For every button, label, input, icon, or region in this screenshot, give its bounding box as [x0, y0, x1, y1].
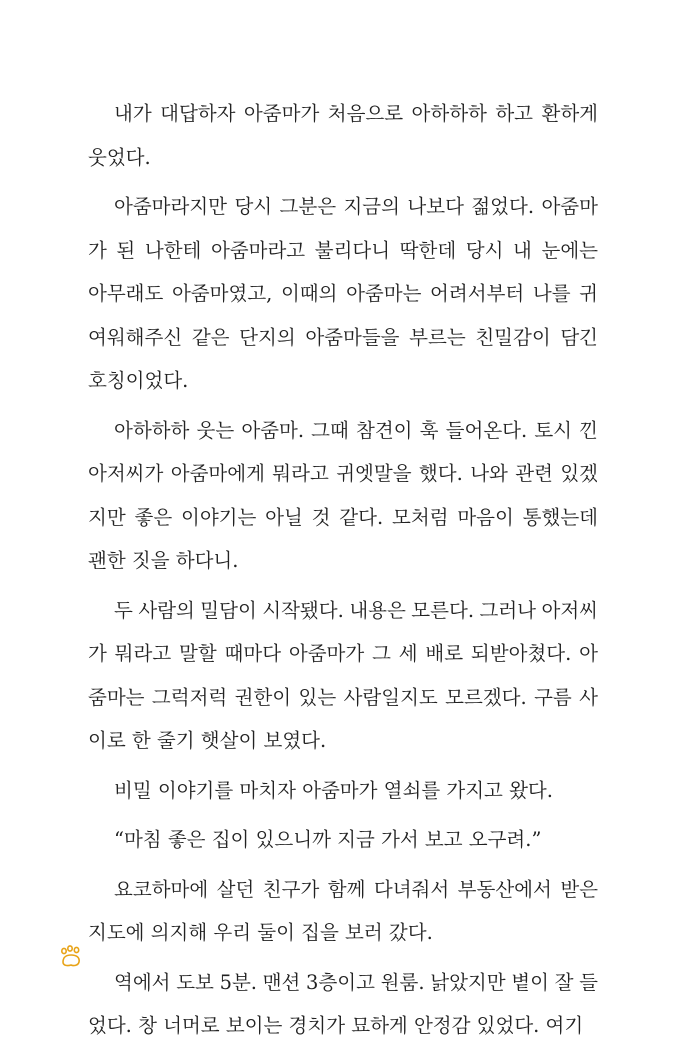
text-line: 지만 좋은 이야기는 아닐 것 같다. 모처럼 마음이 통했는데: [88, 505, 598, 529]
text-line: “마침 좋은 집이 있으니까 지금 가서 보고 오구려.”: [114, 828, 542, 851]
paragraph: [88, 961, 598, 1048]
text-line: 비밀 이야기를 마치자 아줌마가 열쇠를 가지고 왔다.: [114, 778, 553, 802]
text-line: 아저씨가 아줌마에게 뭐라고 귀엣말을 했다. 나와 관련 있겠: [88, 462, 598, 485]
text-line: 괜한 짓을 하다니.: [88, 549, 239, 572]
text-line: 지도에 의지해 우리 둘이 집을 보러 갔다.: [88, 921, 433, 944]
text-line: 내가 대답하자 아줌마가 처음으로 아하하하 하고 환하게: [114, 102, 598, 125]
paragraph: [88, 769, 598, 813]
text-line: 아줌마라지만 당시 그분은 지금의 나보다 젊었다. 아줌마: [114, 195, 598, 218]
text-line: 웃었다.: [88, 145, 151, 169]
text-line: 가 된 나한테 아줌마라고 불리다니 딱한데 당시 내 눈에는: [88, 238, 598, 262]
text-line: 줌마는 그럭저럭 권한이 있는 사람일지도 모르겠다. 구름 사: [88, 685, 598, 709]
text-line: 아무래도 아줌마였고, 이때의 아줌마는 어려서부터 나를 귀: [88, 282, 598, 305]
text-line: 아하하하 웃는 아줌마. 그때 참견이 훅 들어온다. 토시 낀: [114, 418, 598, 442]
paragraph: [88, 868, 598, 955]
paragraph: [88, 818, 598, 862]
text-line: 두 사람의 밀담이 시작됐다. 내용은 모른다. 그러나 아저씨: [114, 598, 598, 622]
paw-print-icon: [58, 944, 84, 970]
paragraph: [88, 409, 598, 583]
paragraph: [88, 92, 598, 179]
text-line: 역에서 도보 5분. 맨션 3층이고 원룸. 낡았지만 볕이 잘 들: [114, 970, 598, 994]
text-line: 이로 한 줄기 햇살이 보였다.: [88, 729, 327, 752]
text-line: 호칭이었다.: [88, 369, 189, 392]
paragraph: [88, 589, 598, 763]
body-text: [88, 92, 598, 1054]
text-line: 가 뭐라고 말할 때마다 아줌마가 그 세 배로 되받아쳤다. 아: [88, 642, 598, 665]
text-line: 었다. 창 너머로 보이는 경치가 묘하게 안정감 있었다. 여기: [88, 1014, 584, 1037]
text-line: 여워해주신 같은 단지의 아줌마들을 부르는 친밀감이 담긴: [88, 325, 598, 349]
text-line: 요코하마에 살던 친구가 함께 다녀줘서 부동산에서 받은: [114, 877, 598, 901]
paragraph: [88, 185, 598, 403]
